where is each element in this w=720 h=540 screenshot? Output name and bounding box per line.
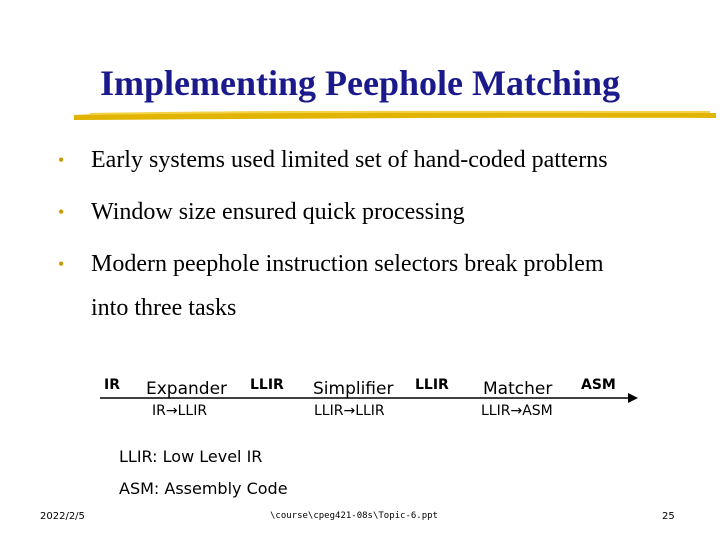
bullet-text: Window size ensured quick processing bbox=[91, 199, 465, 225]
stage-expander: Expander bbox=[146, 379, 228, 399]
mapping-right: LLIR bbox=[177, 403, 208, 419]
stage-simplifier: Simplifier bbox=[313, 379, 394, 399]
arrow-icon: → bbox=[510, 403, 523, 419]
mapping-left: LLIR bbox=[314, 403, 344, 419]
bullet-text: into three tasks bbox=[91, 295, 237, 321]
bullet-text: Early systems used limited set of hand-coded patterns bbox=[91, 147, 608, 173]
bullet-text: Modern peephole instruction selectors break problem bbox=[91, 251, 604, 277]
page-number: 25 bbox=[662, 511, 675, 522]
bullet-dot: • bbox=[58, 150, 65, 170]
stage-matcher: Matcher bbox=[483, 379, 553, 399]
mapping-right: ASM bbox=[522, 403, 553, 419]
edge-label: ASM bbox=[581, 377, 616, 393]
mapping-left: IR bbox=[152, 403, 166, 419]
bullet-dot: • bbox=[58, 254, 65, 274]
legend-llir: LLIR: Low Level IR bbox=[119, 447, 263, 466]
mapping-left: LLIR bbox=[481, 403, 511, 419]
stage-simplifier-mapping bbox=[314, 403, 385, 419]
mapping-right: LLIR bbox=[355, 403, 385, 419]
footer-date: 2022/2/5 bbox=[40, 511, 85, 522]
arrow-icon: → bbox=[165, 403, 178, 419]
arrow-icon: → bbox=[343, 403, 356, 419]
input-label: IR bbox=[104, 377, 120, 393]
edge-label: LLIR bbox=[250, 377, 284, 393]
bullet-dot: • bbox=[58, 202, 65, 222]
title-underline bbox=[70, 103, 720, 123]
stage-matcher-mapping bbox=[481, 403, 553, 419]
stage-expander-mapping bbox=[152, 403, 207, 419]
slide-title: Implementing Peephole Matching bbox=[100, 63, 620, 103]
edge-label: LLIR bbox=[415, 377, 449, 393]
legend-asm: ASM: Assembly Code bbox=[119, 479, 288, 498]
footer-path: \course\cpeg421-08s\Topic-6.ppt bbox=[270, 511, 438, 521]
